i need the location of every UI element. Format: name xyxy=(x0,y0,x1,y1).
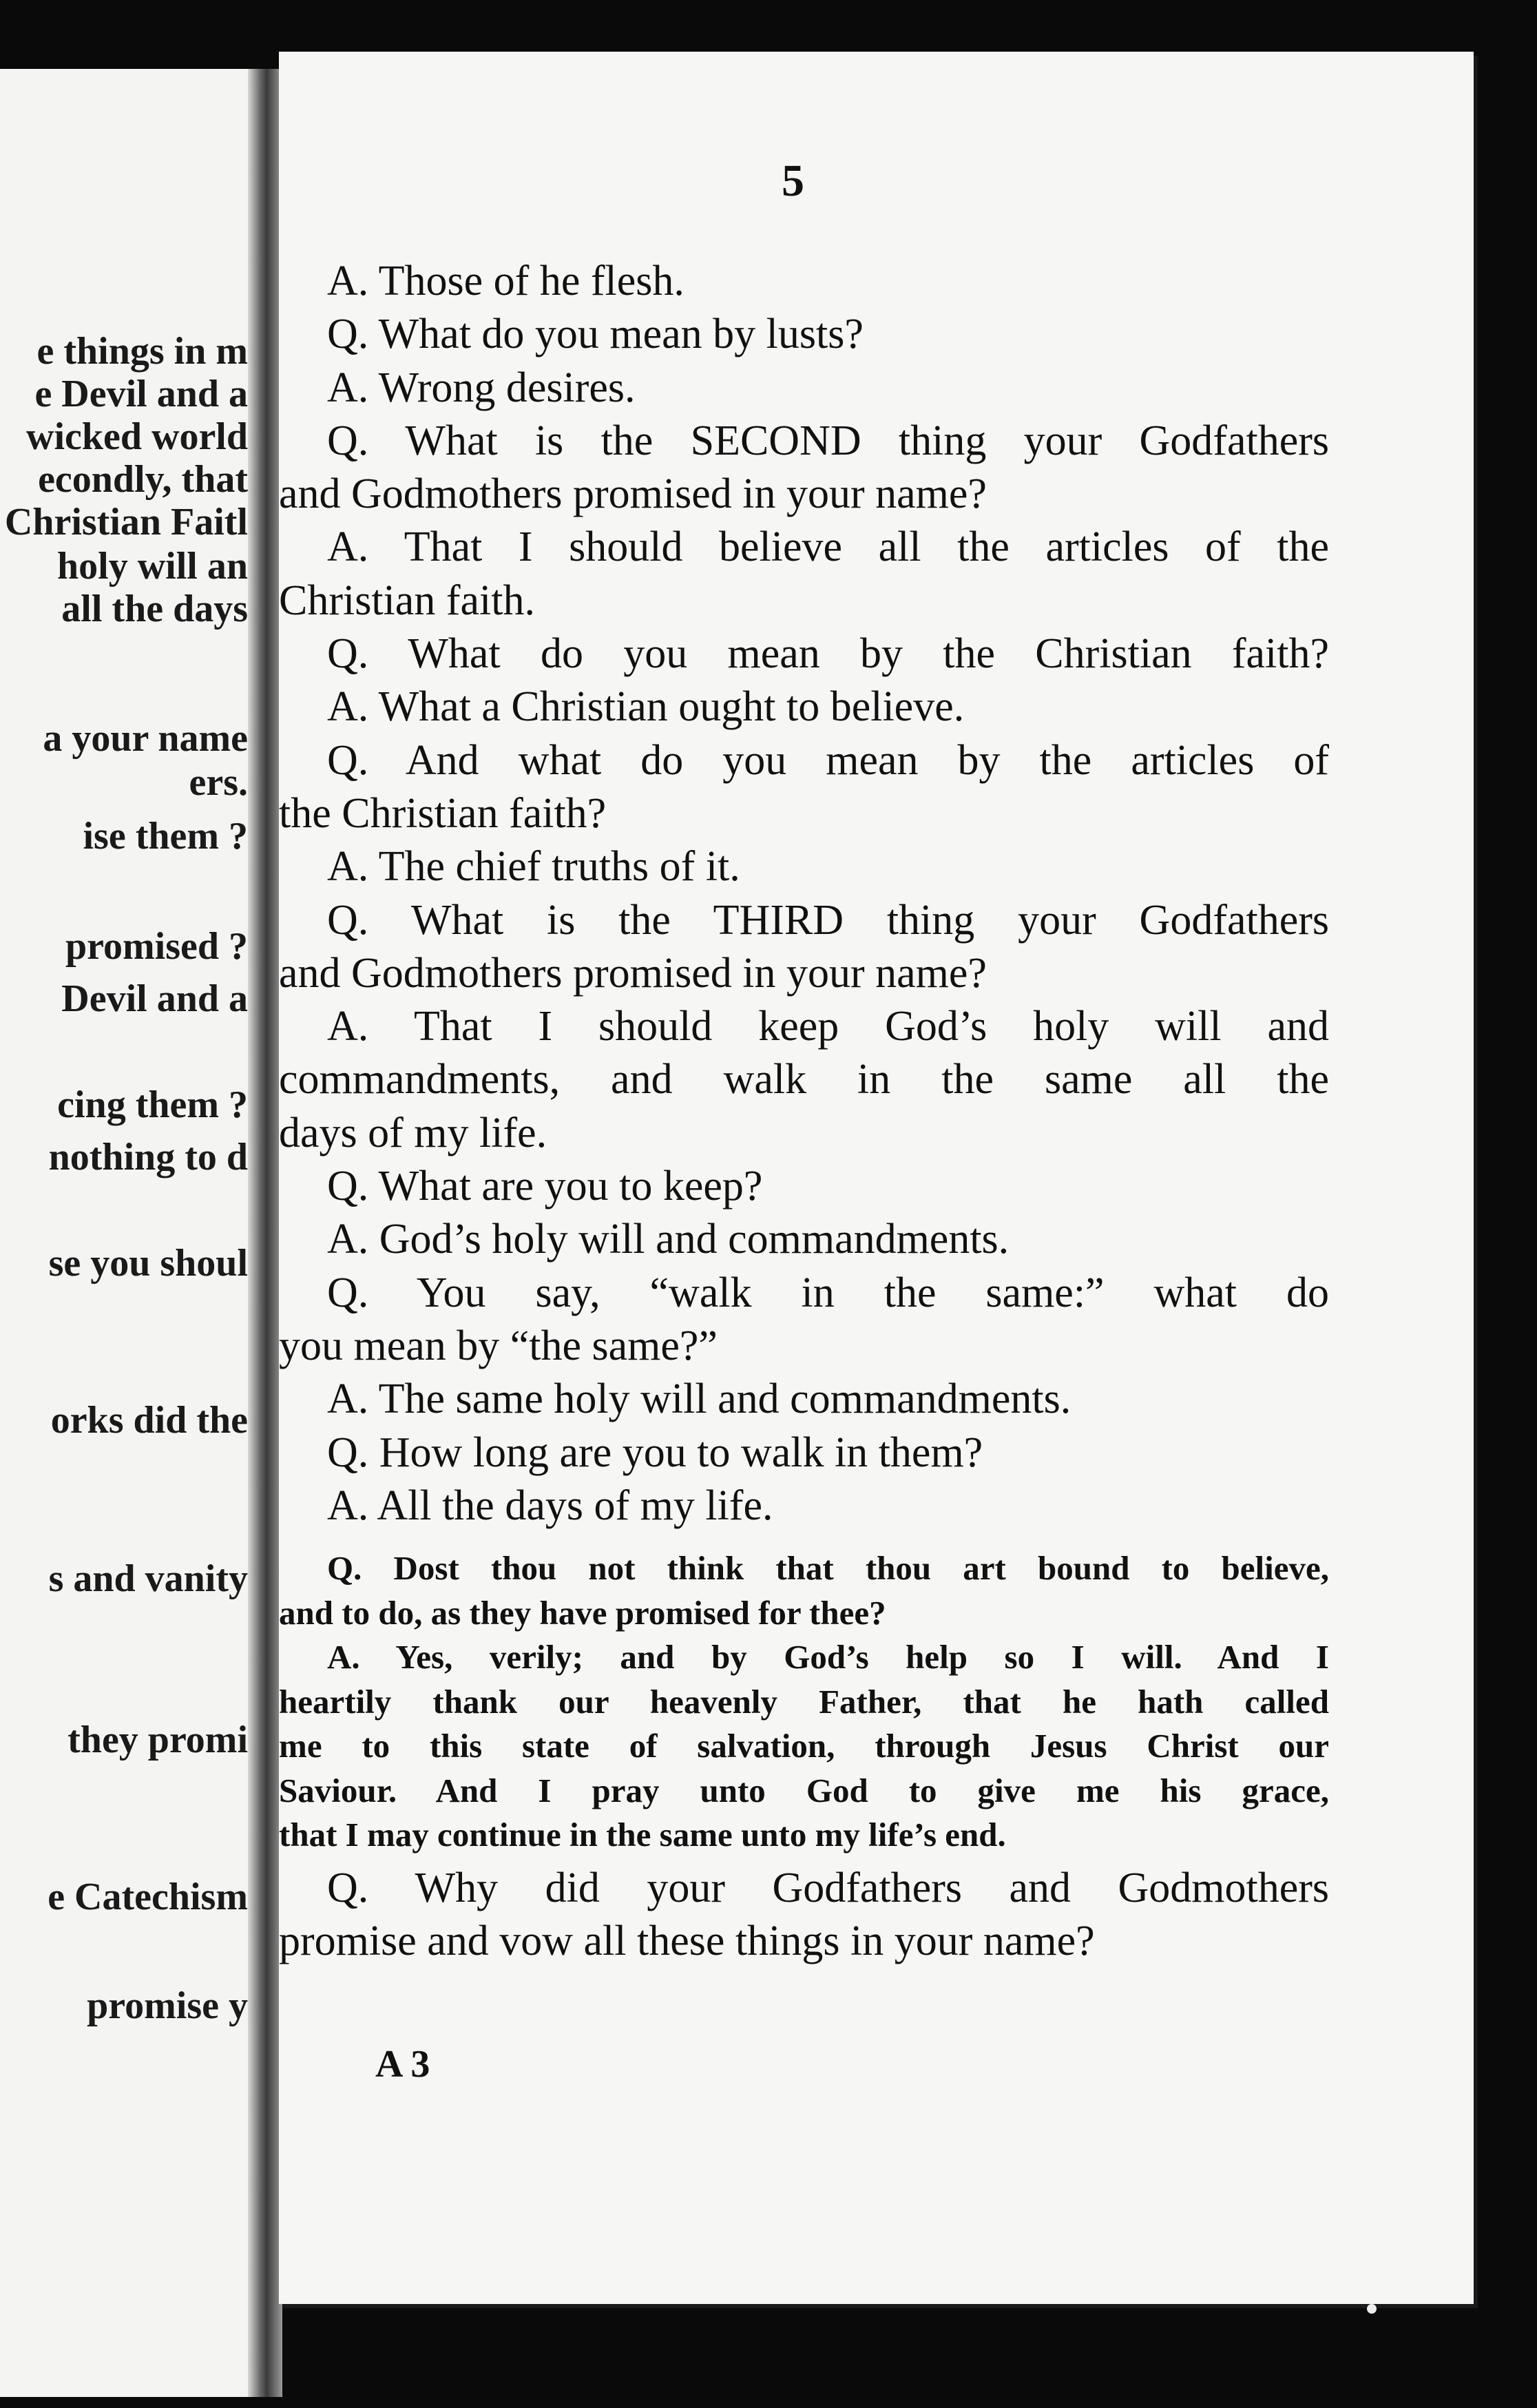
text-line: Q. What do you mean by the Christian faith? xyxy=(327,630,1329,678)
closing-question xyxy=(279,1862,1329,1969)
small-text-line: heartily thank our heavenly Father, that he hath called xyxy=(279,1682,1329,1721)
text-line: promise and vow all these things in your name? xyxy=(279,1917,1095,1964)
left-fragment: e Devil and a xyxy=(34,373,248,415)
text-line: and Godmothers promised in your name? xyxy=(279,470,987,518)
text-line: Q. And what do you mean by the articles of xyxy=(327,736,1329,784)
text-line: Q. What are you to keep? xyxy=(327,1163,763,1210)
left-fragment: s and vanity xyxy=(48,1557,248,1600)
left-fragment: wicked world xyxy=(26,415,248,458)
left-fragment: Devil and a xyxy=(61,977,248,1020)
text-line: A. That I should believe all the articles of the xyxy=(327,523,1329,571)
left-fragment: all the days xyxy=(61,588,248,630)
small-text-line: Saviour. And I pray unto God to give me his grace, xyxy=(279,1771,1329,1809)
left-fragment: cing them ? xyxy=(57,1083,248,1126)
left-fragment: nothing to d xyxy=(48,1136,248,1179)
left-fragment: ise them ? xyxy=(83,815,248,858)
text-line: A. All the days of my life. xyxy=(327,1482,773,1529)
text-line: A. Those of he flesh. xyxy=(327,258,684,304)
small-text-line: Q. Dost thou not think that thou art bound to believe, xyxy=(327,1549,1329,1588)
left-fragment: a your name xyxy=(43,717,248,760)
text-line: A. That I should keep God’s holy will and xyxy=(327,1003,1329,1050)
scan-speck xyxy=(1367,2304,1377,2314)
left-fragment: promised ? xyxy=(65,925,248,968)
left-fragment: holy will an xyxy=(57,545,248,588)
text-line: Q. How long are you to walk in them? xyxy=(327,1429,983,1476)
text-line: the Christian faith? xyxy=(279,789,607,837)
small-text-line: A. Yes, verily; and by God’s help so I will. And I xyxy=(327,1638,1329,1677)
text-line: A. What a Christian ought to believe. xyxy=(327,683,965,731)
catechism-text xyxy=(279,255,1329,1968)
text-line: days of my life. xyxy=(279,1109,547,1156)
text-line: A. The chief truths of it. xyxy=(327,843,740,891)
text-line: Q. You say, “walk in the same:” what do xyxy=(327,1269,1329,1316)
text-line: Q. What is the SECOND thing your Godfathers xyxy=(327,417,1329,464)
book-gutter xyxy=(248,69,282,2397)
left-fragment: they promi xyxy=(67,1719,248,1761)
small-print-block xyxy=(279,1546,1329,1858)
signature-mark: A 3 xyxy=(375,2043,430,2086)
text-line: and Godmothers promised in your name? xyxy=(279,949,987,997)
text-line: A. God’s holy will and commandments. xyxy=(327,1216,1010,1263)
right-page xyxy=(279,52,1474,2304)
text-line: Q. Why did your Godfathers and Godmothers xyxy=(327,1864,1329,1911)
text-line: A. Wrong desires. xyxy=(327,364,636,411)
left-fragment: ers. xyxy=(189,761,248,804)
text-line: Christian faith. xyxy=(279,577,535,624)
small-text-line: me to this state of salvation, through Jesus Christ our xyxy=(279,1727,1329,1765)
text-line: A. The same holy will and commandments. xyxy=(327,1376,1071,1423)
left-fragment: promise y xyxy=(87,1984,248,2027)
left-fragment: e Catechism xyxy=(48,1876,248,1918)
text-line: commandments, and walk in the same all the xyxy=(279,1056,1329,1103)
small-text-line: that I may continue in the same unto my life’s end. xyxy=(279,1816,1006,1854)
text-line: Q. What is the THIRD thing your Godfathers xyxy=(327,896,1329,944)
left-fragment: Christian Faitl xyxy=(4,501,248,543)
left-fragment: econdly, that xyxy=(38,458,248,501)
text-line: Q. What do you mean by lusts? xyxy=(327,311,864,358)
left-fragment: orks did the xyxy=(50,1399,248,1442)
left-fragment: e things in m xyxy=(36,330,248,373)
text-line: you mean by “the same?” xyxy=(279,1322,718,1369)
left-fragment: se you shoul xyxy=(48,1242,248,1285)
small-text-line: and to do, as they have promised for thee? xyxy=(279,1593,886,1632)
left-page-edge xyxy=(0,69,275,2397)
page-number: 5 xyxy=(782,156,804,206)
